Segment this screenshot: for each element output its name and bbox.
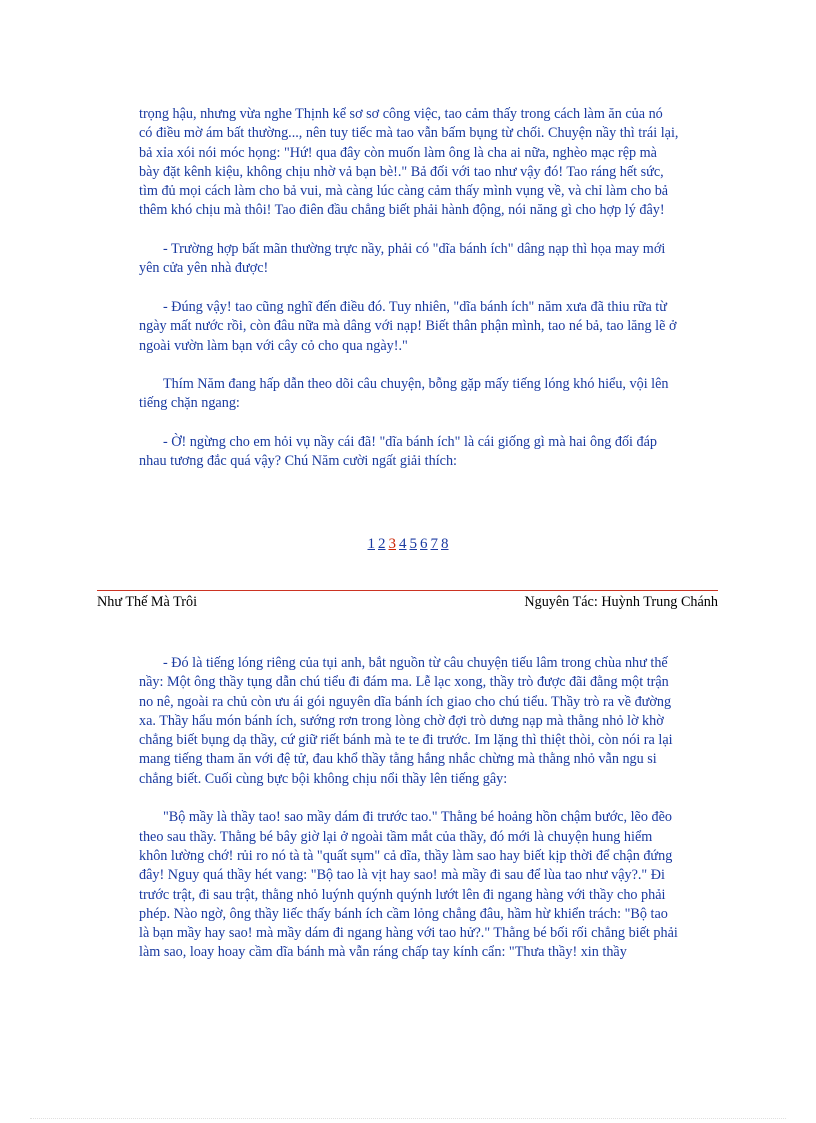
page-link[interactable]: 7 bbox=[430, 536, 438, 552]
paragraph: Thím Năm đang hấp dẫn theo dõi câu chuyện, bỗng gặp mấy tiếng lóng khó hiểu, vội lên tiếng chặn ngang: bbox=[139, 376, 669, 412]
page-link[interactable]: 5 bbox=[409, 536, 417, 552]
book-title: Như Thế Mà Trôi bbox=[97, 594, 198, 610]
page-link[interactable]: 8 bbox=[441, 536, 449, 552]
paragraph: - Đó là tiếng lóng riêng của tụi anh, bắt nguồn từ câu chuyện tiếu lâm trong chùa như thế nầy: Một ông thầy tụng dẫn chú tiểu đi đám ma. Lễ lạc xong, thầy trò được đãi đằng một trận no nê, ngoài ra chủ còn ưu ái gói nguyên dĩa bánh ích giao cho chú tiểu. Thầy trò ra về đường xa. Thầy hẩu món bánh ích, sướng rơn trong lòng chờ đợi trò dưng nạp mà thằng nhỏ lờ khờ chẳng biết bụng dạ thầy, cứ giữ riết bánh mà te te đi trước. Im lặng thì thiệt thòi, còn nói ra lại mang tiếng tham ăn với đệ tử, đau khổ thầy tằng hắng nhắc chừng mà thằng nhỏ vẫn ngu si chẳng biết. Cuối cùng bực bội không chịu nổi thầy lên tiếng gây: bbox=[139, 655, 673, 787]
page-link-current[interactable]: 3 bbox=[388, 536, 396, 552]
page-link[interactable]: 1 bbox=[367, 536, 375, 552]
page-link[interactable]: 6 bbox=[420, 536, 428, 552]
pagination bbox=[0, 536, 816, 553]
page-edge-divider bbox=[30, 1118, 786, 1119]
author-credit: Nguyên Tác: Huỳnh Trung Chánh bbox=[524, 594, 718, 610]
lower-page-text bbox=[139, 654, 679, 963]
paragraph: "Bộ mầy là thầy tao! sao mầy dám đi trước tao." Thằng bé hoảng hồn chậm bước, lẽo đẽo theo sau thầy. Thằng bé bây giờ lại ở ngoài tầm mắt của thầy, đó mới là chuyện hung hiểm khôn lường chớ! rủi ro nó tà tà "quất sụm" cả dĩa, thầy làm sao hay biết kịp thời để chận đứng đây! Nguy quá thầy hét vang: "Bộ tao là vịt hay sao! mà mầy đi sau để lùa tao như vậy?." Đi trước trật, đi sau trật, thằng nhỏ luýnh quýnh quýnh lướt lên đi ngang hàng với thầy cho phải phép. Nào ngờ, ông thầy liếc thấy bánh ích cầm lỏng chẳng đâu, hầm hừ khiển trách: "Bộ tao là bạn mầy hay sao! mà mầy dám đi ngang hàng với tao hử?." Thằng bé bối rối chẳng biết phải làm sao, loay hoay cầm dĩa bánh mà vẫn ráng chấp tay kính cẩn: "Thưa thầy! xin thầy bbox=[139, 809, 678, 961]
paragraph: - Đúng vậy! tao cũng nghĩ đến điều đó. Tuy nhiên, "dĩa bánh ích" năm xưa đã thiu rữa từ ngày mất nước rồi, còn đâu nữa mà dâng với nạp! Biết thân phận mình, tao né bả, tao lăng lẽ ở ngoài vườn làm bạn với cây cỏ cho qua ngày!." bbox=[139, 298, 677, 354]
paragraph: - Trường hợp bất mãn thường trực nầy, phải có "dĩa bánh ích" dâng nạp thì họa may mới yên cửa yên nhà được! bbox=[139, 241, 666, 277]
footer-divider bbox=[97, 590, 718, 591]
upper-page-text bbox=[139, 105, 679, 472]
paragraph: trọng hậu, nhưng vừa nghe Thịnh kể sơ sơ công việc, tao cảm thấy trong cách làm ăn của nó có điều mờ ám bất thường..., nên tuy tiếc mà tao vẫn bấm bụng từ chối. Chuyện nầy thì trái lại, bả xỉa xói nói móc họng: "Hứ! qua đây còn muốn làm ông là cha ai nữa, nghèo mạc rệp mà bày đặt kênh kiệu, không chịu nhờ vả bạn bè!." Bả đối với tao như vậy đó! Tao ráng hết sức, tìm đủ mọi cách làm cho bả vui, mà càng lúc càng cảm thấy mình vụng về, và chỉ làm cho bả thêm khó chịu mà thôi! Tao điên đầu chẳng biết phải hành động, nói năng gì cho hợp lý đây! bbox=[139, 106, 679, 219]
page-link[interactable]: 2 bbox=[378, 536, 386, 552]
paragraph: - Ờ! ngừng cho em hỏi vụ nầy cái đã! "dĩa bánh ích" là cái giống gì mà hai ông đối đáp nhau tương đắc quá vậy? Chú Năm cười ngất giải thích: bbox=[139, 434, 658, 470]
page-link[interactable]: 4 bbox=[399, 536, 407, 552]
